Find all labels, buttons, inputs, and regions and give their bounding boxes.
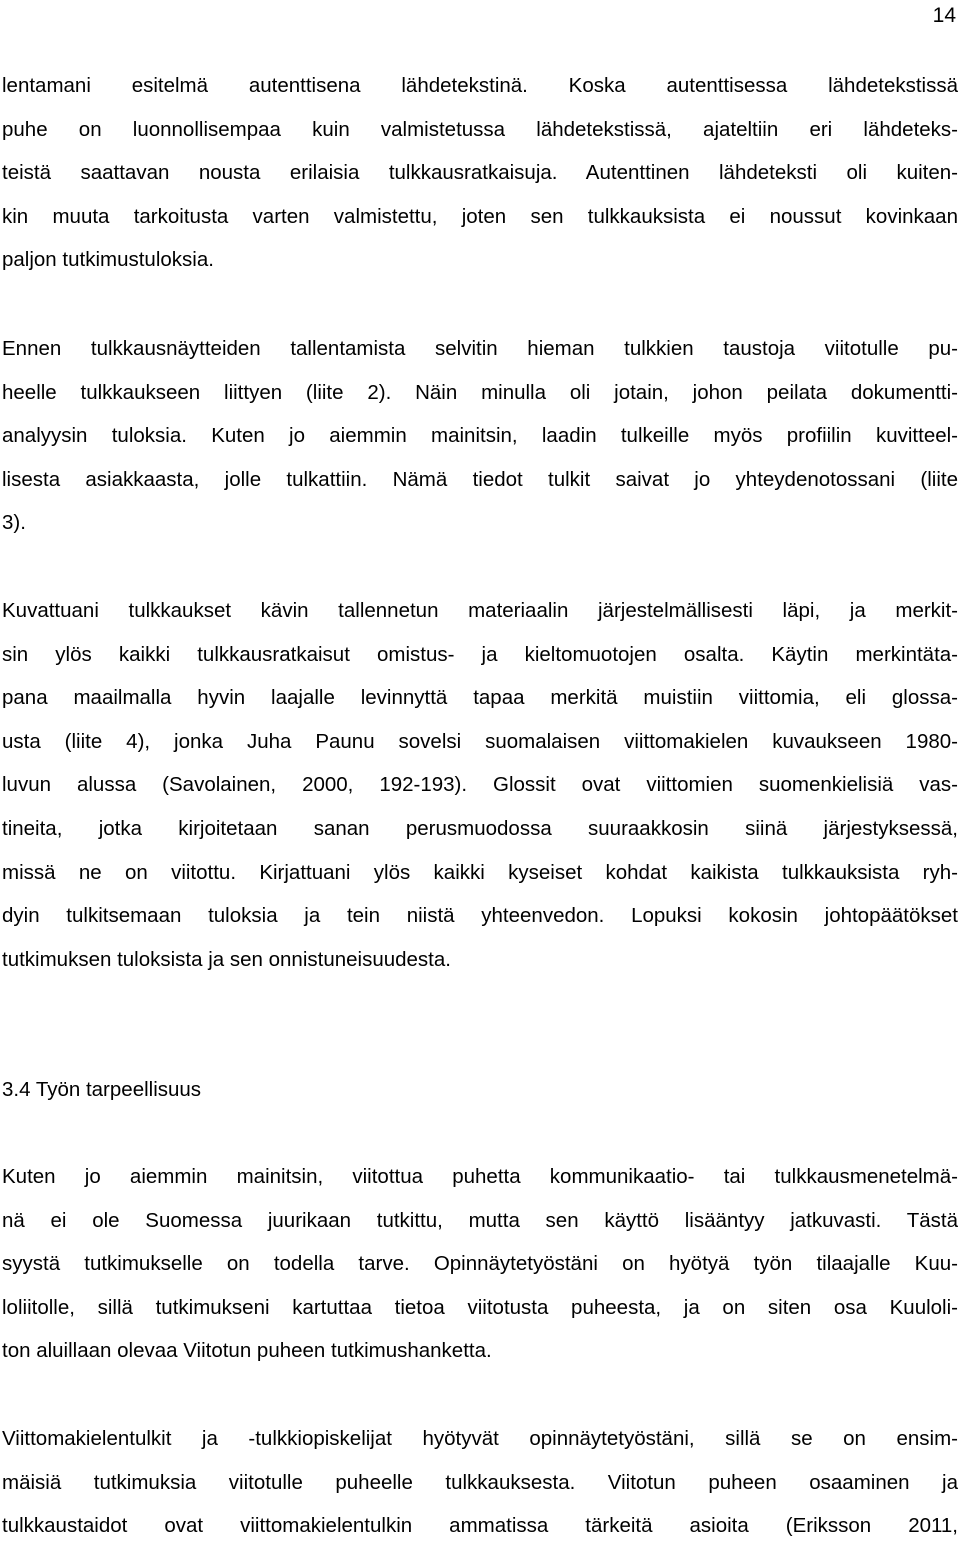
text-line: luvun alussa (Savolainen, 2000, 192-193). Glossit ovat viittomien suomenkielisiä vas- xyxy=(2,773,958,797)
text-line: 3). xyxy=(2,511,26,535)
text-line: syystä tutkimukselle on todella tarve. Opinnäytetyöstäni on hyötyä työn tilaajalle Kuu- xyxy=(2,1252,958,1276)
text-line: Viittomakielentulkit ja -tulkkiopiskelijat hyötyvät opinnäytetyöstäni, sillä se on ensim- xyxy=(2,1427,958,1450)
text-line: puhe on luonnollisempaa kuin valmistetussa lähdetekstissä, ajateltiin eri lähdeteks- xyxy=(2,117,958,141)
text-line: teistä saattavan nousta erilaisia tulkkausratkaisuja. Autenttinen lähdeteksti oli kuiten- xyxy=(2,161,958,185)
text-line: pana maailmalla hyvin laajalle levinnyttä tapaa merkitä muistiin viittomia, eli glossa- xyxy=(2,686,958,710)
paragraph-2 xyxy=(2,327,958,545)
paragraph-5 xyxy=(2,1417,958,1548)
section-heading: 3.4 Työn tarpeellisuus xyxy=(2,1078,202,1101)
paragraph-1 xyxy=(2,64,958,282)
page-number: 14 xyxy=(932,4,956,27)
text-line: nä ei ole Suomessa juurikaan tutkittu, mutta sen käyttö lisääntyy jatkuvasti. Tästä xyxy=(2,1208,958,1232)
text-line: dyin tulkitsemaan tuloksia ja tein niistä yhteenvedon. Lopuksi kokosin johtopäätökset xyxy=(2,904,958,928)
text-line: ton aluillaan olevaa Viitotun puheen tutkimushanketta. xyxy=(2,1339,492,1363)
text-line: paljon tutkimustuloksia. xyxy=(2,248,214,272)
paragraph-3 xyxy=(2,589,958,981)
text-line: kin muuta tarkoitusta varten valmistettu, joten sen tulkkauksista ei noussut kovinkaan xyxy=(2,204,958,228)
text-line: tulkkaustaidot ovat viittomakielentulkin ammatissa tärkeitä asioita (Eriksson 2011, xyxy=(2,1514,958,1538)
text-line: tineita, jotka kirjoitetaan sanan perusmuodossa suuraakkosin siinä järjestyksessä, xyxy=(2,816,958,840)
text-line: lentamani esitelmä autenttisena lähdetekstinä. Koska autenttisessa lähdetekstissä xyxy=(2,74,958,97)
text-line: lisesta asiakkaasta, jolle tulkattiin. Nämä tiedot tulkit saivat jo yhteydenotossani (liite xyxy=(2,467,958,491)
text-line: missä ne on viitottu. Kirjattuani ylös kaikki kyseiset kohdat kaikista tulkkauksista ryh- xyxy=(2,860,958,884)
text-line: usta (liite 4), jonka Juha Paunu sovelsi suomalaisen viittomakielen kuvaukseen 1980- xyxy=(2,729,958,753)
text-line: Kuvattuani tulkkaukset kävin tallennetun materiaalin järjestelmällisesti läpi, ja merkit- xyxy=(2,599,958,622)
text-line: heelle tulkkaukseen liittyen (liite 2). Näin minulla oli jotain, johon peilata dokumentti- xyxy=(2,380,958,404)
text-line: Kuten jo aiemmin mainitsin, viitottua puhetta kommunikaatio- tai tulkkausmenetelmä- xyxy=(2,1165,958,1188)
text-line: tutkimuksen tuloksista ja sen onnistuneisuudesta. xyxy=(2,947,451,971)
text-line: analyysin tuloksia. Kuten jo aiemmin mainitsin, laadin tulkeille myös profiilin kuvitteel- xyxy=(2,424,958,448)
text-line: mäisiä tutkimuksia viitotulle puheelle tulkkauksesta. Viitotun puheen osaaminen ja xyxy=(2,1470,958,1494)
text-line: loliitolle, sillä tutkimukseni kartuttaa tietoa viitotusta puheesta, ja on siten osa Kuuloli- xyxy=(2,1295,958,1319)
text-line: Ennen tulkkausnäytteiden tallentamista selvitin hieman tulkkien taustoja viitotulle pu- xyxy=(2,337,958,360)
paragraph-4 xyxy=(2,1155,958,1373)
text-line: sin ylös kaikki tulkkausratkaisut omistus- ja kieltomuotojen osalta. Käytin merkintäta- xyxy=(2,642,958,666)
